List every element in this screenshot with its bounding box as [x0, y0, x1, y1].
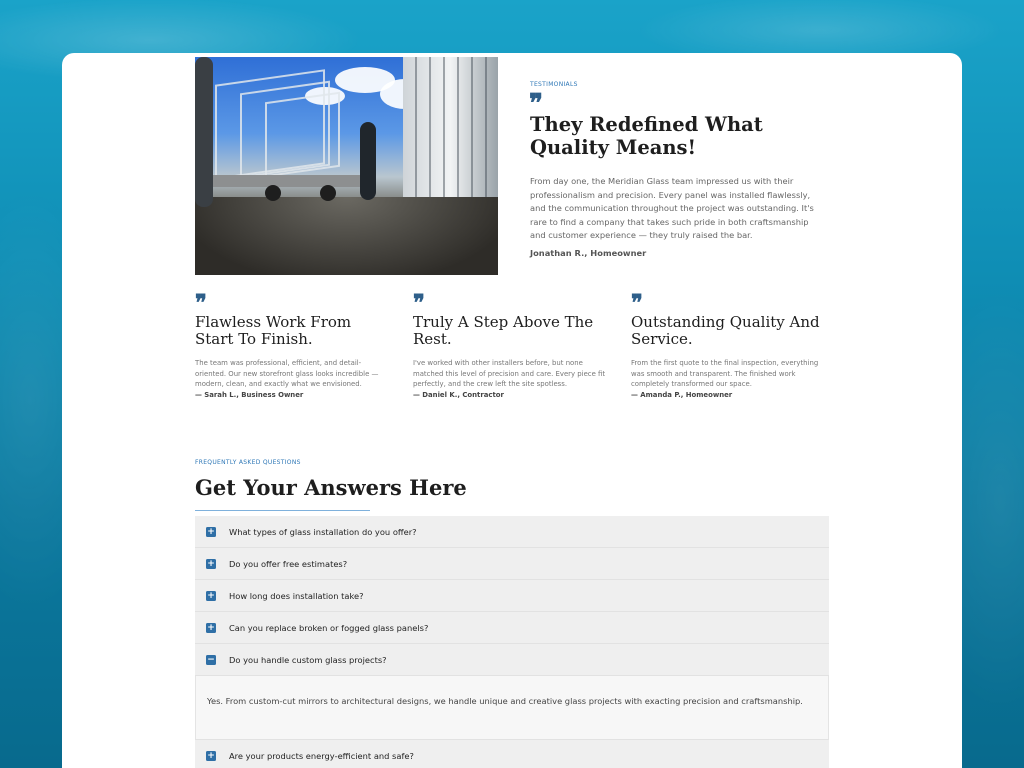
- faq-question: Do you offer free estimates?: [229, 558, 348, 569]
- plus-icon[interactable]: +: [207, 750, 215, 761]
- faq-title: Get Your Answers Here: [195, 475, 467, 500]
- plus-icon[interactable]: +: [207, 590, 215, 601]
- testimonial-text: I've worked with other installers before, but none matched this level of precision and care. Every piece fit perfectly, and the crew left the site spotless.: [413, 359, 606, 388]
- faq-eyebrow: FREQUENTLY ASKED QUESTIONS: [195, 459, 301, 466]
- quote-icon: ❞: [195, 290, 207, 316]
- featured-testimonial-title: They Redefined What Quality Means!: [530, 113, 763, 159]
- testimonial-text: The team was professional, efficient, and detail-oriented. Our new storefront glass looks incredible — modern, clean, and exactly what we envisioned.: [195, 359, 379, 388]
- testimonial-card: [413, 290, 608, 399]
- testimonial-card: [631, 290, 826, 399]
- faq-question: Are your products energy-efficient and safe?: [229, 750, 414, 761]
- testimonial-author: — Amanda P., Homeowner: [631, 390, 733, 399]
- faq-accordion: [195, 516, 829, 768]
- faq-question: Can you replace broken or fogged glass panels?: [229, 622, 429, 633]
- plus-icon[interactable]: +: [207, 526, 215, 537]
- testimonial-title: Truly A Step Above The Rest.: [413, 313, 594, 348]
- faq-item[interactable]: [195, 612, 829, 644]
- featured-testimonial-text: From day one, the Meridian Glass team impressed us with their professionalism and precision. Every panel was installed flawlessly, and the communication throughout the project was outstanding. It's rare to find a company that takes such pride in both craftsmanship and customer experience — they truly raised the bar.: [530, 176, 814, 240]
- faq-item[interactable]: [195, 740, 829, 768]
- faq-answer: Yes. From custom-cut mirrors to architectural designs, we handle unique and creative glass projects with exacting precision and craftsmanship.: [195, 676, 829, 740]
- testimonial-author: — Daniel K., Contractor: [413, 390, 504, 399]
- testimonials-eyebrow: TESTIMONIALS: [530, 81, 578, 88]
- quote-icon: ❞: [631, 290, 643, 316]
- testimonial-author: — Sarah L., Business Owner: [195, 390, 304, 399]
- plus-icon[interactable]: +: [207, 558, 215, 569]
- minus-icon[interactable]: −: [207, 654, 215, 665]
- quote-icon: ❞: [413, 290, 425, 316]
- testimonial-card: [195, 290, 390, 399]
- faq-item[interactable]: [195, 548, 829, 580]
- testimonial-title: Flawless Work From Start To Finish.: [195, 313, 352, 348]
- plus-icon[interactable]: +: [207, 622, 215, 633]
- faq-question: Do you handle custom glass projects?: [229, 654, 387, 665]
- faq-question: What types of glass installation do you offer?: [229, 526, 417, 537]
- faq-item-expanded[interactable]: [195, 644, 829, 676]
- featured-testimonial-author: Jonathan R., Homeowner: [530, 248, 647, 258]
- faq-item[interactable]: [195, 516, 829, 548]
- installation-photo: [195, 57, 498, 275]
- testimonial-title: Outstanding Quality And Service.: [631, 313, 820, 348]
- faq-question: How long does installation take?: [229, 590, 364, 601]
- testimonial-text: From the first quote to the final inspection, everything was smooth and transparent. The finished work completely transformed our space.: [631, 359, 819, 388]
- faq-title-underline: [195, 510, 370, 511]
- faq-item[interactable]: [195, 580, 829, 612]
- quote-icon: ❞: [529, 89, 543, 119]
- content-card: [62, 53, 962, 768]
